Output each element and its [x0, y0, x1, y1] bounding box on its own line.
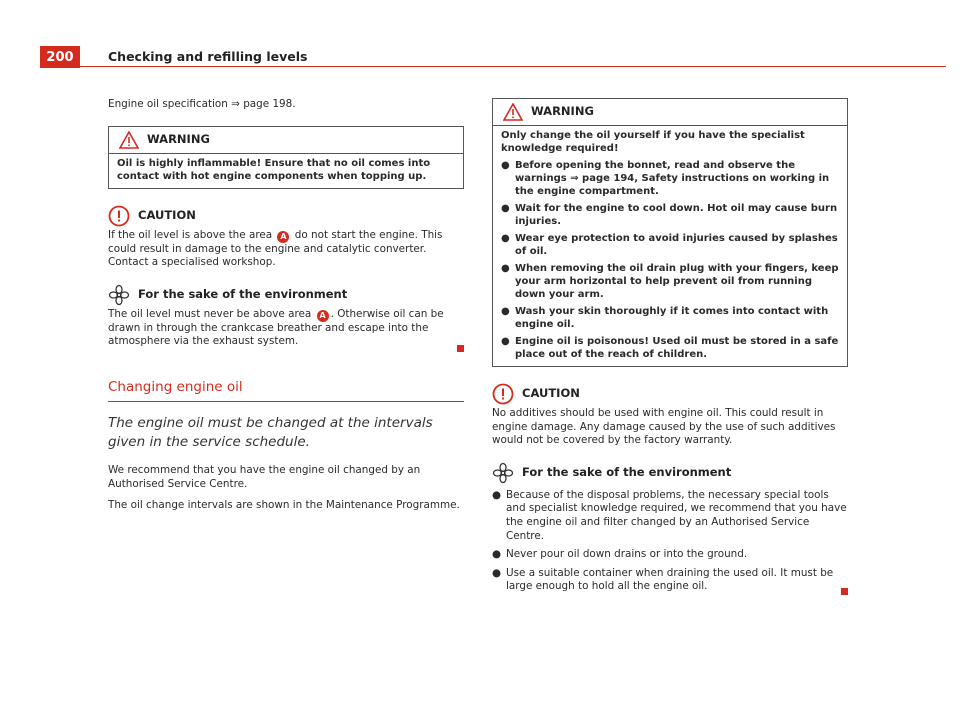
- flower-icon: [108, 284, 130, 306]
- section-end-marker: [457, 345, 464, 352]
- warning-body: Oil is highly inflammable! Ensure that no oil comes into contact with hot engine components when topping up.: [117, 157, 431, 182]
- marker-a: A: [277, 231, 289, 243]
- list-item: [501, 232, 839, 258]
- caution-icon: [492, 383, 514, 405]
- list-item: [492, 489, 848, 543]
- warning-body: [493, 126, 847, 366]
- flower-icon: [492, 462, 514, 484]
- list-item-text: Wash your skin thoroughly if it comes into contact with engine oil.: [515, 306, 829, 330]
- left-column: [108, 98, 464, 513]
- bullet: ●: [501, 336, 510, 347]
- page-header-title: Checking and refilling levels: [108, 49, 308, 64]
- bullet: ●: [492, 548, 502, 561]
- bullet: ●: [501, 306, 510, 317]
- environment-header: [108, 284, 464, 306]
- warning-intro: Only change the oil yourself if you have the specialist knowledge required!: [501, 130, 805, 154]
- list-item: [501, 262, 839, 301]
- warning-label: WARNING: [147, 131, 210, 146]
- list-item: [492, 567, 848, 594]
- caution-label: CAUTION: [522, 386, 580, 401]
- warning-triangle-icon: [119, 131, 139, 149]
- environment-section-left: [108, 284, 464, 357]
- list-item: [492, 548, 848, 562]
- header-rule: [80, 66, 946, 67]
- caution-text: [108, 229, 464, 270]
- oil-spec-text: Engine oil specification ⇒ page 198.: [108, 98, 296, 110]
- bullet: ●: [501, 263, 510, 274]
- marker-a: A: [317, 310, 329, 322]
- caution-section-left: [108, 205, 464, 270]
- environment-label: For the sake of the environment: [138, 286, 348, 301]
- list-item-text: Engine oil is poisonous! Used oil must be stored in a safe place out of the reach of children.: [515, 336, 839, 360]
- warning-triangle-icon: [503, 103, 523, 121]
- list-item: [501, 335, 839, 361]
- environment-label: For the sake of the environment: [522, 464, 732, 479]
- page-number: 200: [40, 46, 80, 68]
- list-item: [501, 305, 839, 331]
- paragraph: We recommend that you have the engine oil changed by an Authorised Service Centre.: [108, 464, 421, 490]
- caution-text-after: do not start the engine. This could result in damage to the engine and catalytic converter. Contact a specialised workshop.: [108, 228, 443, 269]
- section-subhead: The engine oil must be changed at the intervals given in the service schedule.: [108, 415, 433, 451]
- warning-header: [109, 127, 463, 154]
- bullet: ●: [501, 203, 510, 214]
- bullet: ●: [501, 160, 510, 171]
- environment-section-right: [492, 462, 848, 600]
- warning-box-left: [108, 126, 464, 189]
- environment-text-before: The oil level must never be above area: [108, 307, 312, 320]
- caution-header: [492, 383, 848, 405]
- caution-section-right: [492, 383, 848, 448]
- list-item: [501, 202, 839, 228]
- list-item-text: Never pour oil down drains or into the ground.: [506, 548, 748, 561]
- caution-icon: [108, 205, 130, 227]
- list-item-text: Before opening the bonnet, read and observe the warnings ⇒ page 194, Safety instructions on working in the engine compartment.: [515, 160, 830, 197]
- changing-oil-section: [108, 378, 464, 513]
- section-end-marker: [841, 588, 848, 595]
- paragraph: The oil change intervals are shown in the Maintenance Programme.: [108, 499, 460, 512]
- warning-label: WARNING: [531, 104, 594, 119]
- caution-header: [108, 205, 464, 227]
- bullet: ●: [501, 233, 510, 244]
- list-item-text: When removing the oil drain plug with your fingers, keep your arm horizontal to help prevent oil from running down your arm.: [515, 263, 839, 300]
- environment-header: [492, 462, 848, 484]
- list-item-text: Wait for the engine to cool down. Hot oil may cause burn injuries.: [515, 203, 838, 227]
- list-item-text: Wear eye protection to avoid injuries caused by splashes of oil.: [515, 233, 838, 257]
- list-item-text: Use a suitable container when draining the used oil. It must be large enough to hold all the engine oil.: [506, 566, 834, 593]
- caution-text-before: If the oil level is above the area: [108, 228, 273, 241]
- section-rule: [108, 401, 464, 402]
- right-column: [492, 98, 848, 600]
- warning-header: [493, 99, 847, 126]
- bullet: ●: [492, 488, 502, 501]
- list-item: [501, 159, 839, 198]
- caution-text: No additives should be used with engine oil. This could result in engine damage. Any damage caused by the use of such additives would not be covered by the factory warranty.: [492, 407, 836, 447]
- bullet: ●: [492, 566, 502, 579]
- caution-label: CAUTION: [138, 207, 196, 222]
- section-title: Changing engine oil: [108, 378, 243, 395]
- environment-text-after: . Otherwise oil can be drawn in through the crankcase breather and escape into the atmosphere via the exhaust system.: [108, 307, 444, 348]
- warning-box-right: [492, 98, 848, 367]
- list-item-text: Because of the disposal problems, the necessary special tools and specialist knowledge required, we recommend that you have the engine oil and filter changed by an Authorised Service Centre.: [506, 488, 847, 542]
